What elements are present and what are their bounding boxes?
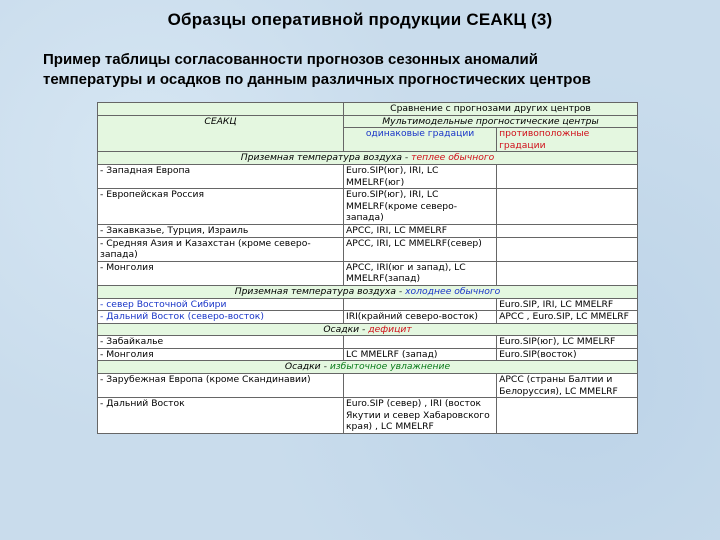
section-title: Приземная температура воздуха - xyxy=(234,285,406,297)
table-row xyxy=(98,298,638,311)
same-cell xyxy=(344,336,497,349)
region-cell: - Зарубежная Европа (кроме Скандинавии) xyxy=(98,374,344,398)
section-title: Осадки - xyxy=(323,323,369,335)
region-cell: - Монголия xyxy=(98,348,344,361)
region-cell: - Дальний Восток xyxy=(98,398,344,434)
opposite-cell: Euro.SIP(юг), LC MMELRF xyxy=(497,336,638,349)
opposite-cell xyxy=(497,237,638,261)
header-opposite: противоположные градации xyxy=(497,128,638,152)
header-same: одинаковые градации xyxy=(344,128,497,152)
region-cell: - Дальний Восток (северо-восток) xyxy=(98,311,344,324)
opposite-cell xyxy=(497,224,638,237)
region-cell: - Монголия xyxy=(98,261,344,285)
region-cell: - Западная Европа xyxy=(98,164,344,188)
same-cell xyxy=(344,374,497,398)
same-cell: APCC, IRI, LC MMELRF xyxy=(344,224,497,237)
table-row xyxy=(98,224,638,237)
region-cell: - Европейская Россия xyxy=(98,189,344,225)
opposite-cell xyxy=(497,189,638,225)
same-cell: Euro.SIP (север) , IRI (восток Якутии и север Хабаровского края) , LC MMELRF xyxy=(344,398,497,434)
subtitle-line-2: температуры и осадков по данным различных прогностических центров xyxy=(43,71,591,88)
consistency-table xyxy=(97,102,638,434)
same-cell: IRI(крайний северо-восток) xyxy=(344,311,497,324)
opposite-cell: Euro.SIP(восток) xyxy=(497,348,638,361)
header-multimodel: Мультимодельные прогностические центры xyxy=(344,115,638,128)
section-row xyxy=(98,152,638,165)
table-row xyxy=(98,348,638,361)
same-cell: LC MMELRF (запад) xyxy=(344,348,497,361)
section-row xyxy=(98,323,638,336)
table-row xyxy=(98,336,638,349)
section-accent: теплее обычного xyxy=(411,152,495,164)
table-row xyxy=(98,237,638,261)
same-cell: APCC, IRI, LC MMELRF(север) xyxy=(344,237,497,261)
section-accent: дефицит xyxy=(368,323,412,335)
section-accent: холоднее обычного xyxy=(405,285,501,297)
header-top: Сравнение с прогнозами других центров xyxy=(344,103,638,116)
section-accent: избыточное увлажнение xyxy=(329,361,451,373)
opposite-cell xyxy=(497,261,638,285)
subtitle xyxy=(43,50,713,90)
same-cell: APCC, IRI(юг и запад), LC MMELRF(запад) xyxy=(344,261,497,285)
section-title: Приземная температура воздуха - xyxy=(240,152,412,164)
opposite-cell xyxy=(497,164,638,188)
section-row xyxy=(98,361,638,374)
table-header-row-1 xyxy=(98,103,638,116)
table-row xyxy=(98,261,638,285)
same-cell: Euro.SIP(юг), IRI, LC MMELRF(юг) xyxy=(344,164,497,188)
opposite-cell: APCC , Euro.SIP, LC MMELRF xyxy=(497,311,638,324)
header-seacc: СЕАКЦ xyxy=(98,115,344,152)
opposite-cell: Euro.SIP, IRI, LC MMELRF xyxy=(497,298,638,311)
table-row xyxy=(98,374,638,398)
same-cell: Euro.SIP(юг), IRI, LC MMELRF(кроме северо-запада) xyxy=(344,189,497,225)
region-cell: - Средняя Азия и Казахстан (кроме северо-запада) xyxy=(98,237,344,261)
table-row xyxy=(98,164,638,188)
region-cell: - север Восточной Сибири xyxy=(98,298,344,311)
table-header-row-2 xyxy=(98,115,638,128)
opposite-cell xyxy=(497,398,638,434)
page-title: Образцы оперативной продукции СЕАКЦ (3) xyxy=(167,10,553,29)
section-row xyxy=(98,285,638,298)
region-cell: - Забайкалье xyxy=(98,336,344,349)
table-row xyxy=(98,311,638,324)
section-title: Осадки - xyxy=(284,361,330,373)
same-cell xyxy=(344,298,497,311)
table-row xyxy=(98,398,638,434)
opposite-cell: APCC (страны Балтии и Белоруссия), LC MMELRF xyxy=(497,374,638,398)
table-row xyxy=(98,189,638,225)
region-cell: - Закавказье, Турция, Израиль xyxy=(98,224,344,237)
subtitle-line-1: Пример таблицы согласованности прогнозов сезонных аномалий xyxy=(43,51,538,68)
